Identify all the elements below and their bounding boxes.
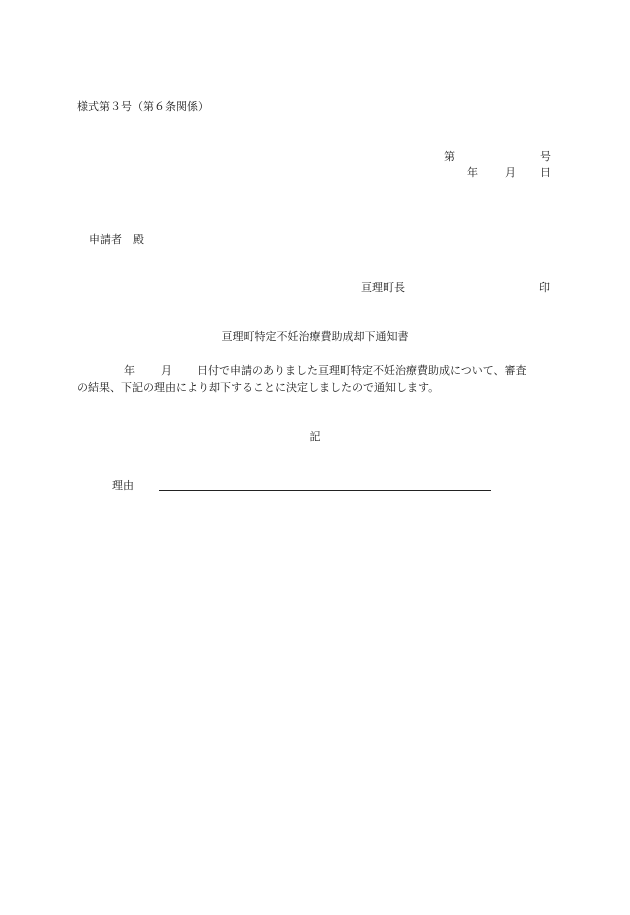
date-month-label: 月 — [505, 166, 516, 179]
body-year-label: 年 — [124, 364, 135, 377]
document-number-suffix: 号 — [540, 150, 551, 163]
form-number-label: 様式第３号（第６条関係） — [77, 100, 209, 113]
issuer-title: 亘理町長 — [361, 281, 405, 294]
body-text-line1: 日付で申請のありました亘理町特定不妊治療費助成について、審査 — [197, 364, 527, 377]
ki-heading: 記 — [309, 430, 321, 443]
document-number-prefix: 第 — [444, 150, 455, 163]
seal-mark: 印 — [539, 281, 550, 294]
body-text-line2: の結果、下記の理由により却下することに決定しましたので通知します。 — [77, 381, 440, 394]
document-title: 亘理町特定不妊治療費助成却下通知書 — [221, 330, 409, 343]
date-year-label: 年 — [467, 166, 478, 179]
reason-underline — [159, 490, 491, 491]
reason-label: 理由 — [112, 479, 134, 492]
addressee: 申請者 殿 — [89, 233, 144, 246]
body-month-label: 月 — [161, 364, 172, 377]
date-day-label: 日 — [540, 166, 551, 179]
